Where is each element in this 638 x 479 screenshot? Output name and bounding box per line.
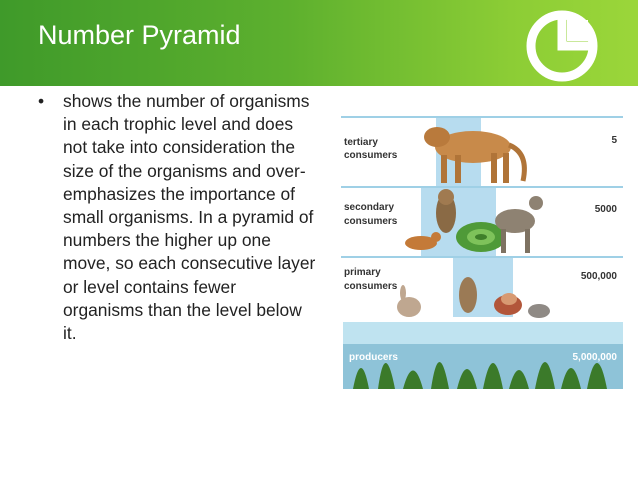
bullet-dot: • [38,91,45,111]
slide-title: Number Pyramid [38,20,241,50]
bullet-point [38,90,318,345]
slide-header [0,0,638,86]
level-count-tertiary: 5 [611,135,617,146]
number-pyramid-diagram [333,97,623,389]
level-label-primary: primary [344,267,381,278]
wolf-icon [495,196,543,253]
level-label-secondary: secondary [344,202,395,213]
bullet-text: shows the number of organisms in each trophic level and does not take into consideration the size of the organisms and over-emphasizes the importance of small organisms. In a pyramid of numbers the higher up one move, so each consecutive layer or level contains fewer organisms than the level below it. [63,91,316,344]
level-count-primary: 500,000 [580,271,617,282]
logo-icon [520,4,604,88]
level-label-secondary-line2: consumers [344,216,398,227]
level-label-tertiary-line2: consumers [344,150,398,161]
level-count-secondary: 5000 [594,204,617,215]
level-count-producers: 5,000,000 [572,352,617,363]
level-label-primary-line2: consumers [344,281,398,292]
gopher-icon [459,277,477,313]
mouse-icon [528,304,550,318]
level-label-tertiary: tertiary [344,137,378,148]
rabbit-icon [397,285,421,317]
owl-icon [436,189,456,233]
level-label-producers: producers [349,352,398,363]
